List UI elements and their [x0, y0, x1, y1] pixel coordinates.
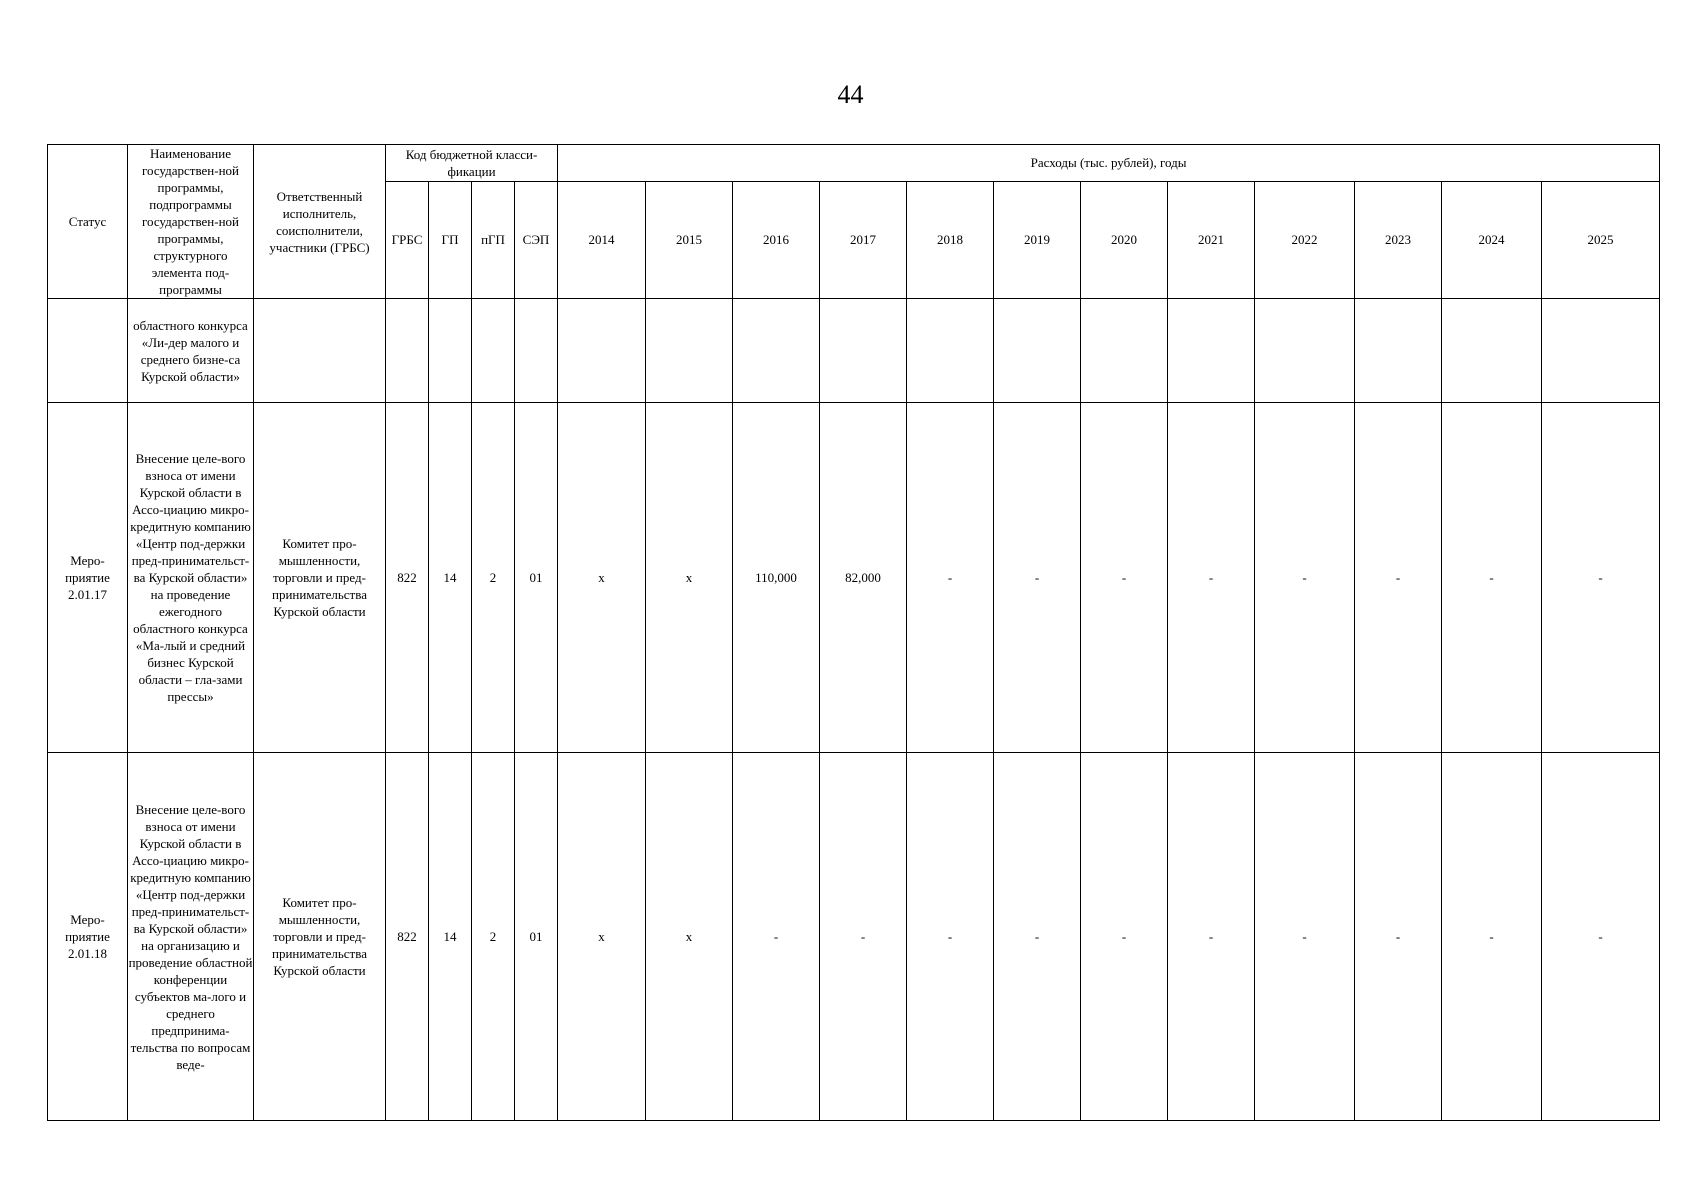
value-cell	[1442, 299, 1542, 403]
value-cell: -	[1542, 403, 1660, 753]
status-cell: Меро-приятие 2.01.18	[48, 753, 128, 1121]
value-cell: -	[733, 753, 820, 1121]
header-code-sep: СЭП	[515, 181, 558, 298]
value-cell: -	[994, 753, 1081, 1121]
code-grbs-cell: 822	[386, 753, 429, 1121]
value-cell: -	[1081, 753, 1168, 1121]
header-name: Наименование государствен-ной программы, подпрограммы государствен-ной программы, структурного элемента под-программы	[128, 145, 254, 299]
value-cell: -	[1442, 753, 1542, 1121]
header-responsible: Ответственный исполнитель, соисполнители, участники (ГРБС)	[254, 145, 386, 299]
header-code-pgp: пГП	[472, 181, 515, 298]
responsible-cell	[254, 299, 386, 403]
value-cell	[907, 299, 994, 403]
header-year: 2015	[646, 181, 733, 298]
code-cell	[386, 299, 429, 403]
table-row	[48, 403, 1660, 753]
budget-table	[47, 144, 1660, 1121]
header-year: 2024	[1442, 181, 1542, 298]
header-year: 2017	[820, 181, 907, 298]
value-cell: 82,000	[820, 403, 907, 753]
code-sep-cell: 01	[515, 753, 558, 1121]
value-cell	[820, 299, 907, 403]
value-cell: -	[1355, 753, 1442, 1121]
name-cell: Внесение целе-вого взноса от имени Курской области в Ассо-циацию микро-кредитную компанию «Центр под-держки пред-принимательст-ва Курской области» на проведение ежегодного областного конкурса «Ма-лый и средний бизнес Курской области – гла-зами прессы»	[128, 403, 254, 753]
header-year: 2021	[1168, 181, 1255, 298]
name-cell: областного конкурса «Ли-дер малого и среднего бизне-са Курской области»	[128, 299, 254, 403]
code-cell	[515, 299, 558, 403]
header-year: 2025	[1542, 181, 1660, 298]
value-cell: 110,000	[733, 403, 820, 753]
header-code-gp: ГП	[429, 181, 472, 298]
name-cell: Внесение целе-вого взноса от имени Курской области в Ассо-циацию микро-кредитную компанию «Центр под-держки пред-принимательст-ва Курской области» на организацию и проведение областной конференции субъектов ма-лого и среднего предпринима-тельства по вопросам веде-	[128, 753, 254, 1121]
header-year: 2023	[1355, 181, 1442, 298]
header-status: Статус	[48, 145, 128, 299]
code-sep-cell: 01	[515, 403, 558, 753]
value-cell	[733, 299, 820, 403]
status-cell	[48, 299, 128, 403]
value-cell: -	[1355, 403, 1442, 753]
value-cell: -	[820, 753, 907, 1121]
value-cell: -	[907, 753, 994, 1121]
value-cell: -	[1081, 403, 1168, 753]
value-cell	[1542, 299, 1660, 403]
value-cell	[1168, 299, 1255, 403]
header-year: 2020	[1081, 181, 1168, 298]
header-code-grbs: ГРБС	[386, 181, 429, 298]
code-cell	[472, 299, 515, 403]
header-year: 2016	[733, 181, 820, 298]
value-cell: -	[1442, 403, 1542, 753]
responsible-cell: Комитет про-мышленности, торговли и пред-принимательства Курской области	[254, 753, 386, 1121]
header-year: 2019	[994, 181, 1081, 298]
value-cell: -	[1168, 753, 1255, 1121]
value-cell	[558, 299, 646, 403]
value-cell: х	[558, 753, 646, 1121]
code-cell	[429, 299, 472, 403]
value-cell: -	[907, 403, 994, 753]
header-budget-code: Код бюджетной класси-фикации	[386, 145, 558, 182]
code-pgp-cell: 2	[472, 753, 515, 1121]
value-cell: -	[994, 403, 1081, 753]
table-row	[48, 753, 1660, 1121]
code-gp-cell: 14	[429, 403, 472, 753]
header-year: 2022	[1255, 181, 1355, 298]
page-number: 44	[837, 80, 864, 109]
value-cell: -	[1255, 403, 1355, 753]
code-grbs-cell: 822	[386, 403, 429, 753]
responsible-cell: Комитет про-мышленности, торговли и пред-принимательства Курской области	[254, 403, 386, 753]
value-cell: -	[1255, 753, 1355, 1121]
value-cell	[1255, 299, 1355, 403]
header-row-1	[48, 145, 1660, 182]
value-cell	[1355, 299, 1442, 403]
code-pgp-cell: 2	[472, 403, 515, 753]
value-cell: х	[646, 753, 733, 1121]
code-gp-cell: 14	[429, 753, 472, 1121]
value-cell: -	[1542, 753, 1660, 1121]
status-cell: Меро-приятие 2.01.17	[48, 403, 128, 753]
header-year: 2014	[558, 181, 646, 298]
value-cell	[994, 299, 1081, 403]
value-cell: х	[558, 403, 646, 753]
value-cell: х	[646, 403, 733, 753]
table-row-continuation	[48, 299, 1660, 403]
value-cell: -	[1168, 403, 1255, 753]
header-expenses: Расходы (тыс. рублей), годы	[558, 145, 1660, 182]
value-cell	[1081, 299, 1168, 403]
value-cell	[646, 299, 733, 403]
header-year: 2018	[907, 181, 994, 298]
